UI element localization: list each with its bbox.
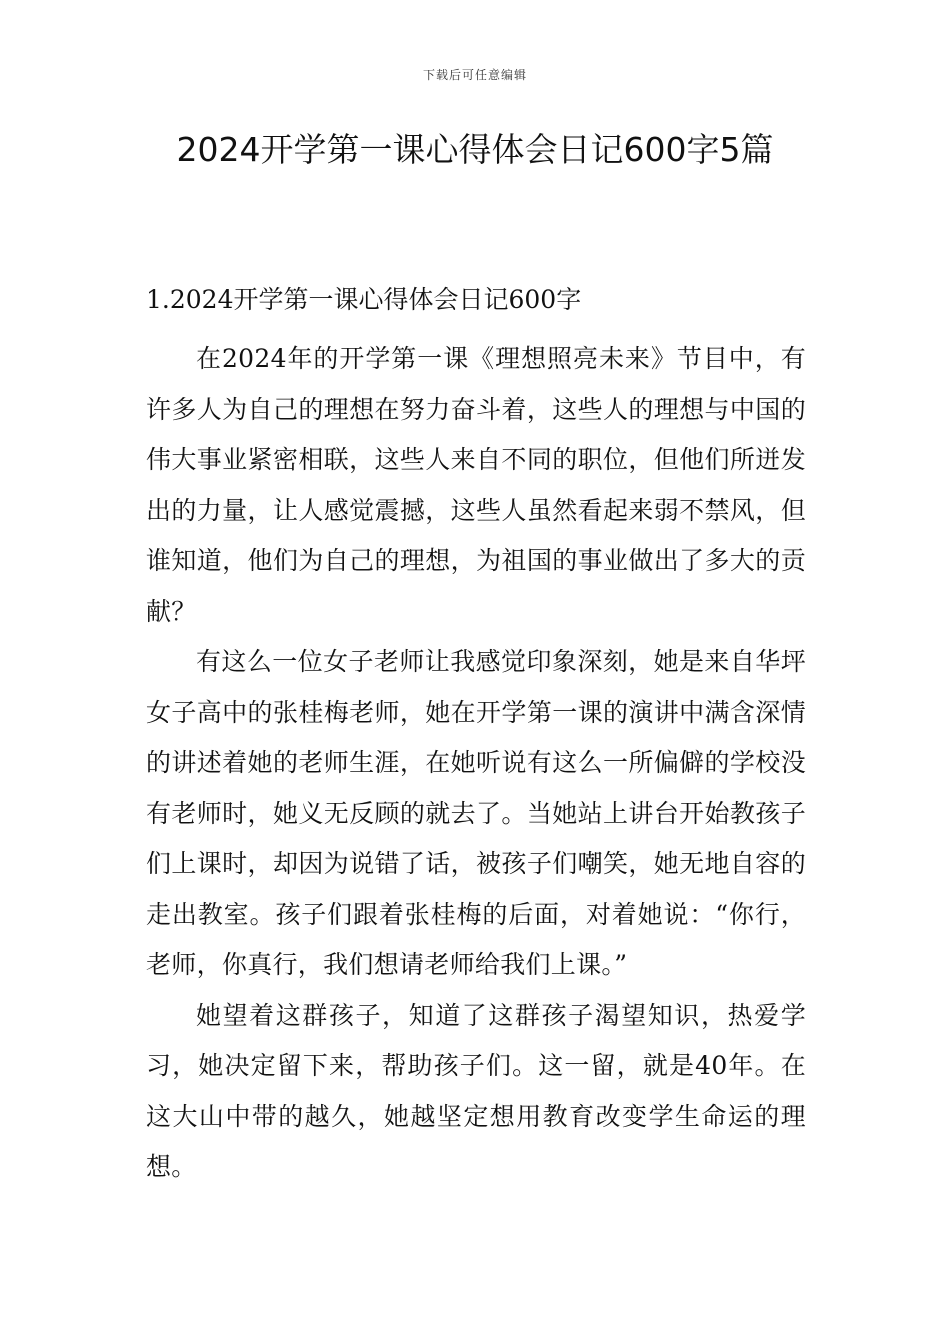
section-heading: 1.2024开学第一课心得体会日记600字 bbox=[146, 285, 582, 314]
document-title: 2024开学第一课心得体会日记600字5篇 bbox=[176, 130, 774, 169]
paragraph: 有这么一位女子老师让我感觉印象深刻，她是来自华坪女子高中的张桂梅老师，她在开学第一课的演讲中满含深情的讲述着她的老师生涯，在她听说有这么一所偏僻的学校没有老师时，她义无反顾的就去了。当她站上讲台开始教孩子们上课时，却因为说错了话，被孩子们嘲笑，她无地自容的走出教室。孩子们跟着张桂梅的后面，对着她说：“你行，老师，你真行，我们想请老师给我们上课。” bbox=[146, 647, 806, 979]
paragraph: 在2024年的开学第一课《理想照亮未来》节目中，有许多人为自己的理想在努力奋斗着，这些人的理想与中国的伟大事业紧密相联，这些人来自不同的职位，但他们所迸发出的力量，让人感觉震撼，这些人虽然看起来弱不禁风，但谁知道，他们为自己的理想，为祖国的事业做出了多大的贡献？ bbox=[146, 344, 806, 626]
paragraph: 她望着这群孩子，知道了这群孩子渴望知识，热爱学习，她决定留下来，帮助孩子们。这一留，就是40年。在这大山中带的越久，她越坚定想用教育改变学生命运的理想。 bbox=[146, 1000, 806, 1181]
document-body bbox=[146, 282, 806, 1193]
header-note: 下载后可任意编辑 bbox=[422, 68, 527, 82]
